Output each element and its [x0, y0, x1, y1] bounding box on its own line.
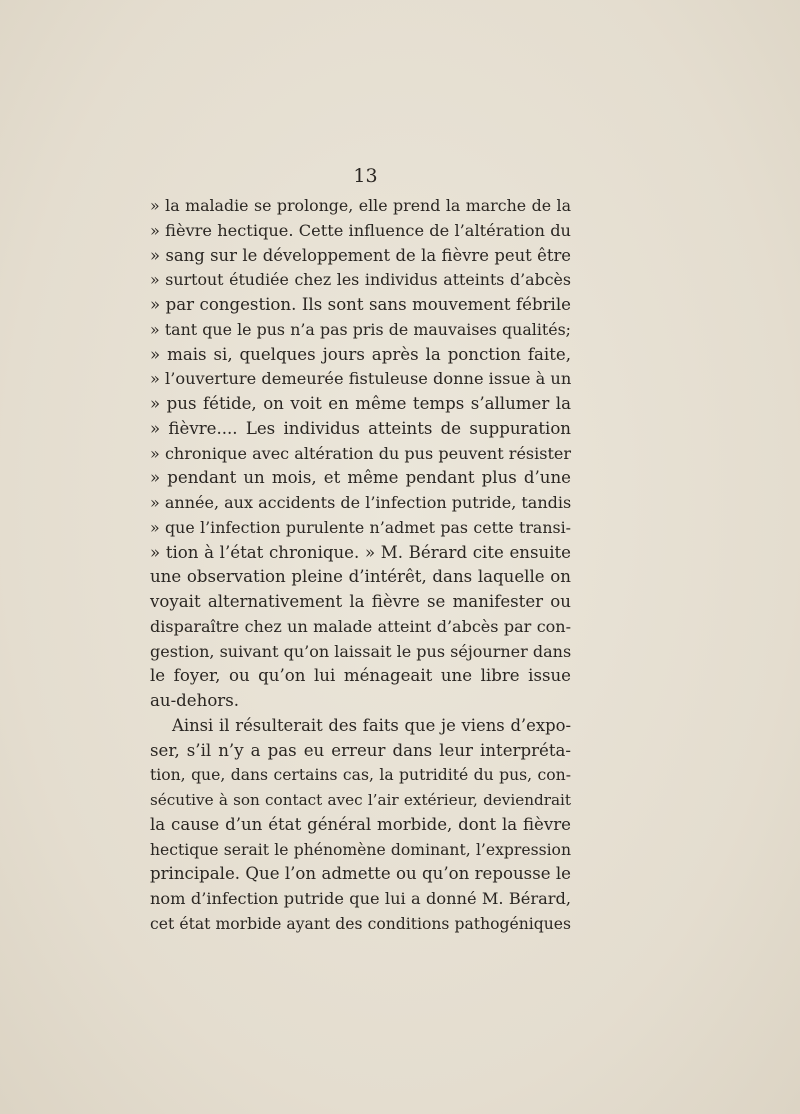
text-line: ser, s’il n’y a pas eu erreur dans leur interpréta-	[150, 740, 571, 760]
text-line: gestion, suivant qu’on laissait le pus séjourner dans	[150, 641, 572, 661]
text-line: » chronique avec altération du pus peuvent résister	[150, 443, 571, 463]
text-line: » année, aux accidents de l’infection putride, tandis	[150, 493, 572, 512]
text-line: au-dehors.	[150, 691, 240, 710]
text-line: sécutive à son contact avec l’air extérieur, deviendrait	[150, 791, 571, 809]
page-number: 13	[353, 165, 378, 187]
body-text	[150, 194, 571, 937]
text-line: » fièvre hectique. Cette influence de l’altération du	[150, 220, 571, 240]
text-line: principale. Que l’on admette ou qu’on repousse le	[150, 864, 571, 884]
text-line: » tant que le pus n’a pas pris de mauvaises qualités;	[150, 319, 571, 339]
text-line: hectique serait le phénomène dominant, l’expression	[150, 840, 571, 859]
text-line: » pus fétide, on voit en même temps s’allumer la	[150, 394, 571, 413]
text-line: » l’ouverture demeurée fistuleuse donne issue à un	[150, 369, 572, 389]
text-line: Ainsi il résulterait des faits que je viens d’expo-	[172, 715, 571, 735]
text-line: voyait alternativement la fièvre se manifester ou	[150, 592, 571, 611]
text-line: » surtout étudiée chez les individus atteints d’abcès	[150, 270, 571, 290]
text-line: » pendant un mois, et même pendant plus d’une	[150, 468, 571, 488]
text-line: » par congestion. Ils sont sans mouvement fébrile	[150, 295, 571, 314]
text-line: une observation pleine d’intérêt, dans laquelle on	[150, 567, 571, 587]
text-line: » mais si, quelques jours après la ponction faite,	[150, 344, 571, 364]
text-line: le foyer, ou qu’on lui ménageait une libre issue	[150, 666, 571, 686]
text-line: » sang sur le développement de la fièvre peut être	[150, 245, 571, 265]
text-line: » la maladie se prolonge, elle prend la marche de la	[150, 196, 571, 215]
text-line: » fièvre.... Les individus atteints de suppuration	[150, 418, 571, 438]
text-line: » tion à l’état chronique. » M. Bérard cite ensuite	[150, 542, 571, 562]
text-line: la cause d’un état général morbide, dont la fièvre	[150, 814, 571, 834]
text-line: » que l’infection purulente n’admet pas cette transi-	[150, 517, 571, 537]
text-line: disparaître chez un malade atteint d’abcès par con-	[150, 616, 571, 636]
text-line: nom d’infection putride que lui a donné M. Bérard,	[150, 889, 571, 908]
text-line: cet état morbide ayant des conditions pathogéniques	[150, 914, 571, 933]
text-line: tion, que, dans certains cas, la putridité du pus, con-	[150, 766, 571, 785]
